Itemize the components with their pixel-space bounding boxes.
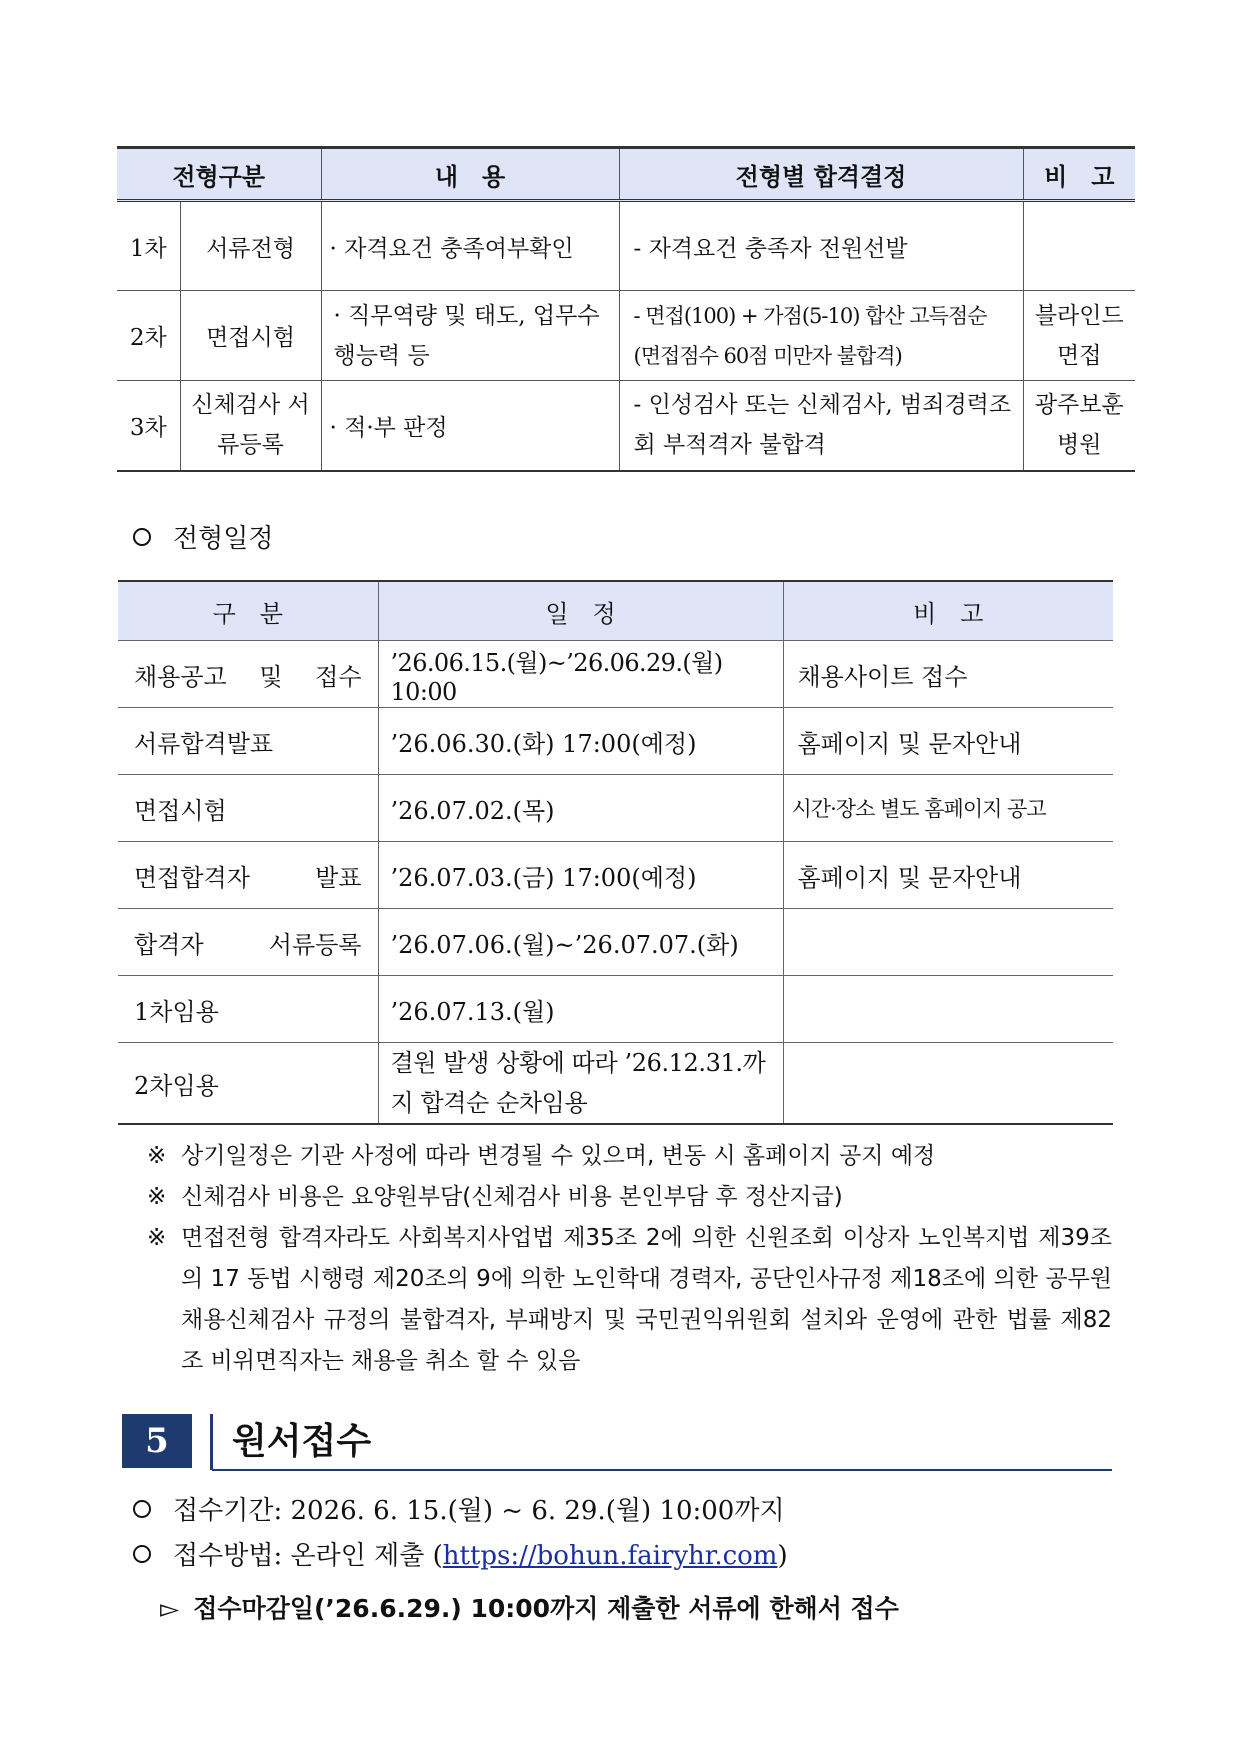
schedule-date: ’26.07.03.(금) 17:00(예정) <box>378 842 783 909</box>
schedule-heading-text: 전형일정 <box>173 524 274 554</box>
stage-number: 3차 <box>117 381 180 471</box>
stage-name: 면접시험 <box>180 291 321 381</box>
header-decision: 전형별 합격결정 <box>619 148 1023 201</box>
schedule-date: ’26.06.30.(화) 17:00(예정) <box>378 708 783 775</box>
selection-table <box>117 146 1135 472</box>
schedule-note: 홈페이지 및 문자안내 <box>783 708 1113 775</box>
table-row <box>117 381 1135 471</box>
stage-number: 2차 <box>117 291 180 381</box>
table-row <box>117 291 1135 381</box>
schedule-note <box>783 976 1113 1043</box>
stage-content: · 직무역량 및 태도, 업무수행능력 등 <box>321 291 619 381</box>
header-remarks: 비 고 <box>783 581 1113 641</box>
section-underline <box>212 1469 1112 1471</box>
table-row <box>118 909 1113 976</box>
schedule-date: ’26.07.02.(목) <box>378 775 783 842</box>
stage-name: 신체검사 서류등록 <box>180 381 321 471</box>
table-row <box>118 708 1113 775</box>
note-text: 신체검사 비용은 요양원부담(신체검사 비용 본인부담 후 정산지급) <box>181 1184 843 1210</box>
note-text: 상기일정은 기관 사정에 따라 변경될 수 있으며, 변동 시 홈페이지 공지 예정 <box>181 1143 936 1169</box>
deadline-text: 접수마감일(’26.6.29.) 10:00까지 제출한 서류에 한해서 접수 <box>193 1594 899 1623</box>
stage-decision: - 자격요건 충족자 전원선발 <box>619 201 1023 291</box>
stage-note: 광주보훈 병원 <box>1023 381 1135 471</box>
note-item <box>147 1218 1112 1382</box>
circle-bullet-icon <box>133 528 151 546</box>
stage-note <box>1023 201 1135 291</box>
note-item <box>147 1136 1112 1177</box>
schedule-label: 합격자 서류등록 <box>118 909 378 976</box>
application-method-close: ) <box>777 1541 788 1571</box>
stage-number: 1차 <box>117 201 180 291</box>
schedule-label: 채용공고 및 접수 <box>118 641 378 708</box>
application-method <box>133 1535 788 1572</box>
table-row <box>118 775 1113 842</box>
application-method-text: 접수방법: 온라인 제출 ( <box>173 1541 443 1571</box>
note-mark: ※ <box>147 1143 167 1169</box>
stage-note: 블라인드 면접 <box>1023 291 1135 381</box>
note-mark: ※ <box>147 1225 167 1251</box>
note-mark: ※ <box>147 1184 167 1210</box>
header-schedule: 일 정 <box>378 581 783 641</box>
table-row <box>118 641 1113 708</box>
schedule-label: 1차임용 <box>118 976 378 1043</box>
note-item <box>147 1177 1112 1218</box>
schedule-note <box>783 909 1113 976</box>
stage-decision: - 면접(100) + 가점(5-10) 합산 고득점순 (면접점수 60점 미만자 불합격) <box>619 291 1023 381</box>
schedule-date: ’26.07.06.(월)~’26.07.07.(화) <box>378 909 783 976</box>
header-note: 비 고 <box>1023 148 1135 201</box>
schedule-label: 면접합격자 발표 <box>118 842 378 909</box>
header-content: 내 용 <box>321 148 619 201</box>
stage-decision: - 인성검사 또는 신체검사, 범죄경력조회 부적격자 불합격 <box>619 381 1023 471</box>
schedule-label: 면접시험 <box>118 775 378 842</box>
table-row <box>118 1043 1113 1125</box>
schedule-heading <box>133 518 273 555</box>
table-row <box>117 201 1135 291</box>
stage-name: 서류전형 <box>180 201 321 291</box>
application-period-text: 접수기간: 2026. 6. 15.(월) ~ 6. 29.(월) 10:00까지 <box>173 1496 785 1526</box>
circle-bullet-icon <box>133 1500 151 1518</box>
table-row <box>118 842 1113 909</box>
schedule-date: ’26.07.13.(월) <box>378 976 783 1043</box>
circle-bullet-icon <box>133 1545 151 1563</box>
section-number-badge: 5 <box>122 1414 192 1468</box>
header-stage: 전형구분 <box>117 148 321 201</box>
schedule-note: 시간·장소 별도 홈페이지 공고 <box>783 775 1113 842</box>
section-title: 원서접수 <box>232 1421 372 1462</box>
schedule-date: 결원 발생 상황에 따라 ’26.12.31.까지 합격순 순차임용 <box>378 1043 783 1125</box>
deadline-note <box>160 1589 899 1625</box>
schedule-table <box>118 580 1113 1125</box>
triangle-bullet-icon: ▻ <box>160 1594 180 1623</box>
schedule-date: ’26.06.15.(월)~’26.06.29.(월) 10:00 <box>378 641 783 708</box>
header-category: 구 분 <box>118 581 378 641</box>
stage-content: · 자격요건 충족여부확인 <box>321 201 619 291</box>
application-period <box>133 1490 785 1527</box>
note-text: 면접전형 합격자라도 사회복지사업법 제35조 2에 의한 신원조회 이상자 노인복지법 제39조의 17 동법 시행령 제20조의 9에 의한 노인학대 경력자, 공단인사규정 제18조에 의한 공무원 채용신체검사 규정의 불합격자, 부패방지 및 국민권익위원회 설치와 운영에 관한 법률 제82조 비위면직자는 채용을 취소 할 수 있음 <box>181 1225 1112 1374</box>
schedule-label: 2차임용 <box>118 1043 378 1125</box>
table-row <box>118 976 1113 1043</box>
notes-list <box>147 1136 1112 1382</box>
application-site-link[interactable]: https://bohun.fairyhr.com <box>442 1541 778 1571</box>
schedule-label: 서류합격발표 <box>118 708 378 775</box>
stage-content: · 적·부 판정 <box>321 381 619 471</box>
schedule-note: 채용사이트 접수 <box>783 641 1113 708</box>
schedule-note: 홈페이지 및 문자안내 <box>783 842 1113 909</box>
schedule-note <box>783 1043 1113 1125</box>
section-divider <box>210 1414 213 1470</box>
